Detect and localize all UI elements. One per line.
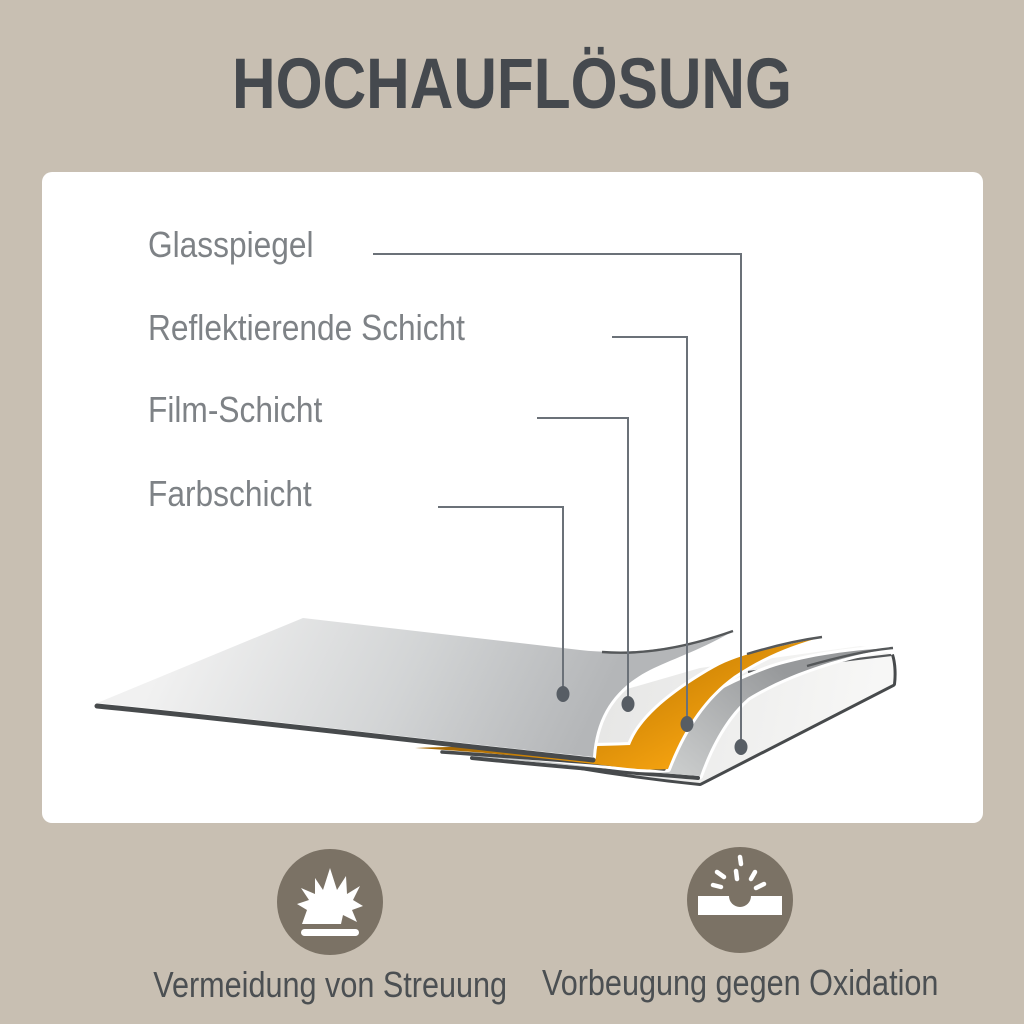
oxidation-icon — [687, 847, 793, 953]
page-title: HOCHAUFLÖSUNG — [232, 45, 792, 124]
feature-anti-oxidation — [535, 847, 945, 1004]
dot-reflektierende — [681, 716, 694, 732]
diagram-card — [42, 172, 983, 823]
dot-film — [622, 696, 635, 712]
explosion-icon — [277, 849, 383, 955]
layer-label-glasspiegel: Glasspiegel — [148, 224, 314, 265]
feature-anti-scattering — [150, 849, 510, 1006]
feature-caption: Vermeidung von Streuung — [153, 964, 507, 1005]
layer-label-farbschicht: Farbschicht — [148, 473, 312, 514]
layer-label-film-schicht: Film-Schicht — [148, 389, 323, 430]
layer-label-reflektierende-schicht: Reflektierende Schicht — [148, 307, 465, 348]
feature-caption: Vorbeugung gegen Oxidation — [541, 962, 939, 1003]
dot-farbschicht — [557, 686, 570, 702]
dot-glasspiegel — [735, 739, 748, 755]
